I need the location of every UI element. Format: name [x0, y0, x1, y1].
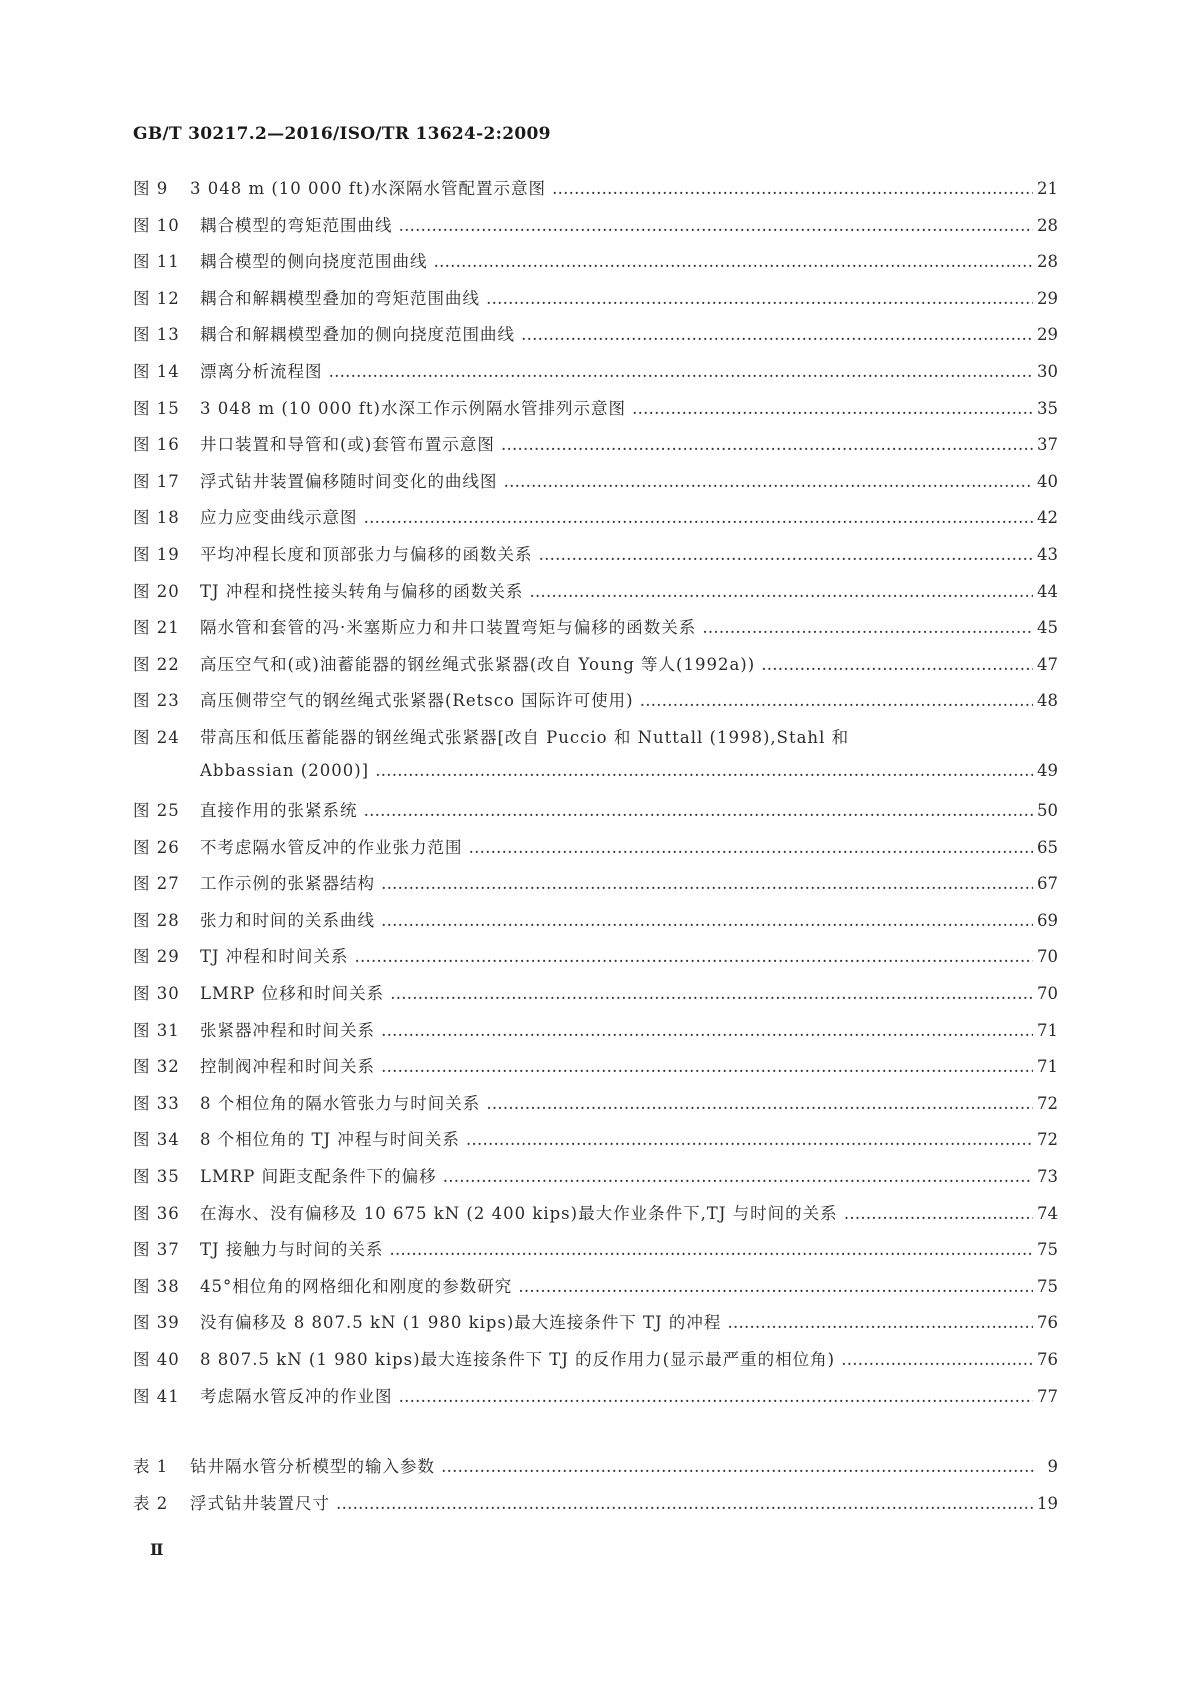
leader-dots: [727, 1313, 1033, 1332]
table-list: [133, 1453, 1058, 1526]
leader-dots: [390, 984, 1033, 1003]
entry-page: 76: [1037, 1313, 1058, 1333]
toc-entry[interactable]: [133, 614, 1058, 651]
entry-label: 图 12: [133, 288, 180, 308]
entry-label: 表 1: [133, 1457, 169, 1477]
entry-label: 图 40: [133, 1350, 180, 1369]
entry-page: 43: [1037, 544, 1058, 564]
entry-label: 表 2: [133, 1493, 169, 1513]
leader-dots: [518, 1277, 1033, 1296]
entry-title: 3 048 m (10 000 ft)水深隔水管配置示意图: [190, 179, 546, 198]
figure-list: [133, 175, 1058, 1419]
entry-page: 76: [1037, 1350, 1058, 1369]
entry-label: 图 20: [133, 581, 180, 601]
entry-page: 69: [1037, 910, 1058, 930]
toc-entry[interactable]: [133, 1200, 1058, 1237]
toc-entry[interactable]: [133, 1090, 1058, 1127]
entry-title: 浮式钻井装置偏移随时间变化的曲线图: [200, 471, 498, 491]
leader-dots: [702, 618, 1033, 637]
toc-entry[interactable]: [133, 1017, 1058, 1054]
entry-page: 19: [1037, 1493, 1058, 1513]
toc-entry[interactable]: [133, 834, 1058, 871]
entry-page: 42: [1037, 508, 1058, 528]
leader-dots: [640, 691, 1033, 710]
entry-label: 图 15: [133, 398, 180, 418]
entry-label: 图 33: [133, 1093, 180, 1113]
entry-label: 图 36: [133, 1203, 180, 1223]
entry-page: 75: [1037, 1240, 1058, 1260]
entry-label: 图 23: [133, 691, 180, 711]
entry-page: 30: [1037, 361, 1058, 381]
entry-label: 图 25: [133, 801, 180, 821]
leader-dots: [761, 655, 1033, 674]
leader-dots: [375, 761, 1033, 780]
entry-title: 8 个相位角的 TJ 冲程与时间关系: [200, 1130, 460, 1150]
entry-title: 耦合模型的弯矩范围曲线: [200, 215, 393, 235]
entry-title: 在海水、没有偏移及 10 675 kN (2 400 kips)最大作业条件下,TJ 与时间的关系: [200, 1203, 838, 1223]
leader-dots: [354, 947, 1033, 966]
leader-dots: [501, 435, 1033, 454]
entry-label: 图 26: [133, 837, 180, 857]
leader-dots: [486, 1094, 1033, 1113]
toc-entry[interactable]: [133, 212, 1058, 249]
entry-page: 70: [1037, 984, 1058, 1004]
entry-page: 48: [1037, 691, 1058, 711]
leader-dots: [504, 472, 1034, 491]
leader-dots: [364, 801, 1034, 820]
entry-label: 图 24: [133, 727, 180, 747]
entry-title: 高压空气和(或)油蓄能器的钢丝绳式张紧器(改自 Young 等人(1992a)): [200, 654, 756, 674]
toc-entry[interactable]: [133, 1126, 1058, 1163]
toc-entry[interactable]: [133, 1383, 1058, 1420]
entry-title: 3 048 m (10 000 ft)水深工作示例隔水管排列示意图: [200, 398, 626, 418]
entry-title-continued: Abbassian (2000)]: [200, 760, 370, 780]
entry-title: 直接作用的张紧系统: [200, 801, 358, 821]
entry-label: 图 17: [133, 471, 180, 491]
entry-label: 图 21: [133, 618, 180, 638]
entry-page: 29: [1037, 325, 1058, 345]
entry-title: 工作示例的张紧器结构: [200, 874, 375, 894]
entry-page: 71: [1037, 1057, 1058, 1077]
entry-title: 隔水管和套管的冯·米塞斯应力和井口装置弯矩与偏移的函数关系: [200, 618, 697, 638]
entry-page: 44: [1037, 581, 1058, 601]
entry-title: 8 807.5 kN (1 980 kips)最大连接条件下 TJ 的反作用力(显示最严重的相位角): [200, 1350, 836, 1369]
entry-label: 图 38: [133, 1276, 180, 1296]
toc-entry[interactable]: [133, 395, 1058, 432]
leader-dots: [466, 1130, 1033, 1149]
toc-entry[interactable]: [133, 358, 1058, 395]
leader-dots: [381, 1057, 1033, 1076]
entry-label: 图 28: [133, 910, 180, 930]
entry-page: 65: [1037, 837, 1058, 857]
toc-entry[interactable]: [133, 1163, 1058, 1200]
entry-title: 考虑隔水管反冲的作业图: [200, 1386, 393, 1406]
entry-label: 图 27: [133, 874, 180, 894]
entry-page: 67: [1037, 874, 1058, 894]
leader-dots: [434, 252, 1034, 271]
entry-title: 钻井隔水管分析模型的输入参数: [190, 1457, 435, 1477]
toc-entry[interactable]: [133, 907, 1058, 944]
toc-entry[interactable]: [133, 724, 1058, 797]
entry-page: 72: [1037, 1093, 1058, 1113]
entry-label: 图 13: [133, 325, 180, 345]
leader-dots: [552, 179, 1033, 198]
toc-entry[interactable]: [133, 321, 1058, 358]
entry-title: TJ 冲程和时间关系: [200, 947, 349, 967]
entry-label: 图 32: [133, 1057, 180, 1077]
entry-page: 28: [1037, 215, 1058, 235]
entry-label: 图 39: [133, 1313, 180, 1333]
entry-label: 图 35: [133, 1167, 180, 1187]
entry-title: 没有偏移及 8 807.5 kN (1 980 kips)最大连接条件下 TJ 的冲程: [200, 1313, 722, 1333]
entry-title: 8 个相位角的隔水管张力与时间关系: [200, 1093, 481, 1113]
page-number: Ⅱ: [150, 1540, 164, 1559]
entry-title: 张力和时间的关系曲线: [200, 910, 375, 930]
entry-page: 40: [1037, 471, 1058, 491]
entry-label: 图 16: [133, 435, 180, 455]
entry-title: LMRP 间距支配条件下的偏移: [200, 1167, 437, 1187]
entry-page: 49: [1037, 760, 1058, 780]
toc-entry[interactable]: [133, 1346, 1058, 1383]
entry-label: 图 31: [133, 1020, 180, 1040]
entry-page: 77: [1037, 1386, 1058, 1406]
toc-entry[interactable]: [133, 468, 1058, 505]
entry-page: 47: [1037, 654, 1058, 674]
entry-label: 图 10: [133, 215, 180, 235]
entry-page: 9: [1047, 1457, 1058, 1477]
entry-label: 图 41: [133, 1386, 180, 1406]
toc-entry[interactable]: [133, 651, 1058, 688]
entry-label: 图 30: [133, 984, 180, 1004]
entry-title: 控制阀冲程和时间关系: [200, 1057, 375, 1077]
leader-dots: [844, 1204, 1033, 1223]
leader-dots: [329, 362, 1034, 381]
entry-page: 50: [1037, 801, 1058, 821]
toc-entry[interactable]: [133, 285, 1058, 322]
entry-title: 不考虑隔水管反冲的作业张力范围: [200, 837, 463, 857]
entry-title: TJ 冲程和挠性接头转角与偏移的函数关系: [200, 581, 524, 601]
entry-page: 28: [1037, 252, 1058, 272]
toc-entry[interactable]: [133, 504, 1058, 541]
toc-entry[interactable]: [133, 943, 1058, 980]
entry-title: 耦合模型的侧向挠度范围曲线: [200, 252, 428, 272]
leader-dots: [399, 1387, 1034, 1406]
entry-title: 张紧器冲程和时间关系: [200, 1020, 375, 1040]
leader-dots: [443, 1167, 1033, 1186]
leader-dots: [469, 838, 1034, 857]
entry-title: 耦合和解耦模型叠加的侧向挠度范围曲线: [200, 325, 515, 345]
leader-dots: [841, 1350, 1033, 1369]
leader-dots: [381, 1021, 1033, 1040]
entry-page: 35: [1037, 398, 1058, 418]
section-gap: [133, 1419, 1058, 1453]
entry-page: 21: [1037, 179, 1058, 198]
toc-entry[interactable]: [133, 1236, 1058, 1273]
entry-page: 73: [1037, 1167, 1058, 1187]
entry-label: 图 11: [133, 252, 180, 272]
entry-title: 45°相位角的网格细化和刚度的参数研究: [200, 1276, 513, 1296]
toc-entry[interactable]: [133, 578, 1058, 615]
toc-entry[interactable]: [133, 1490, 1058, 1527]
entry-page: 70: [1037, 947, 1058, 967]
leader-dots: [389, 1240, 1033, 1259]
leader-dots: [364, 508, 1034, 527]
toc-entry[interactable]: [133, 248, 1058, 285]
toc-entry[interactable]: [133, 870, 1058, 907]
entry-label: 图 34: [133, 1130, 180, 1150]
leader-dots: [539, 545, 1034, 564]
toc-entry[interactable]: [133, 1273, 1058, 1310]
entry-label: 图 37: [133, 1240, 180, 1260]
leader-dots: [441, 1457, 1034, 1476]
entry-title: 带高压和低压蓄能器的钢丝绳式张紧器[改自 Puccio 和 Nuttall (1998),Stahl 和: [200, 727, 850, 747]
entry-label: 图 14: [133, 361, 180, 381]
toc-entry[interactable]: [133, 431, 1058, 468]
toc-entry[interactable]: [133, 1053, 1058, 1090]
document-code-header: GB/T 30217.2—2016/ISO/TR 13624-2:2009: [133, 124, 551, 144]
entry-page: 45: [1037, 618, 1058, 638]
entry-page: 29: [1037, 288, 1058, 308]
entry-page: 75: [1037, 1276, 1058, 1296]
entry-title: 耦合和解耦模型叠加的弯矩范围曲线: [200, 288, 480, 308]
toc-entry[interactable]: [133, 1309, 1058, 1346]
entry-page: 74: [1037, 1203, 1058, 1223]
toc-entry[interactable]: [133, 541, 1058, 578]
entry-title: 井口装置和导管和(或)套管布置示意图: [200, 435, 495, 455]
leader-dots: [336, 1494, 1033, 1513]
entry-page: 71: [1037, 1020, 1058, 1040]
toc-entry[interactable]: [133, 980, 1058, 1017]
toc-entry[interactable]: [133, 687, 1058, 724]
entry-label: 图 19: [133, 544, 180, 564]
entry-page: 37: [1037, 435, 1058, 455]
entry-title: 漂离分析流程图: [200, 361, 323, 381]
entry-title: 应力应变曲线示意图: [200, 508, 358, 528]
leader-dots: [486, 289, 1033, 308]
leader-dots: [521, 325, 1033, 344]
entry-title: 平均冲程长度和顶部张力与偏移的函数关系: [200, 544, 533, 564]
leader-dots: [399, 216, 1034, 235]
entry-title: 浮式钻井装置尺寸: [190, 1493, 330, 1513]
entry-label: 图 18: [133, 508, 180, 528]
entry-title: TJ 接触力与时间的关系: [200, 1240, 384, 1260]
entry-title: LMRP 位移和时间关系: [200, 984, 385, 1004]
toc-entry[interactable]: [133, 797, 1058, 834]
entry-page: 72: [1037, 1130, 1058, 1150]
leader-dots: [632, 399, 1033, 418]
table-of-contents: [133, 175, 1058, 1526]
toc-entry[interactable]: [133, 1453, 1058, 1490]
leader-dots: [381, 911, 1033, 930]
entry-title: 高压侧带空气的钢丝绳式张紧器(Retsco 国际许可使用): [200, 691, 634, 711]
entry-label: 图 29: [133, 947, 180, 967]
leader-dots: [529, 582, 1033, 601]
entry-label: 图 22: [133, 654, 180, 674]
leader-dots: [381, 874, 1033, 893]
toc-entry[interactable]: [133, 175, 1058, 212]
entry-label: 图 9: [133, 179, 169, 198]
